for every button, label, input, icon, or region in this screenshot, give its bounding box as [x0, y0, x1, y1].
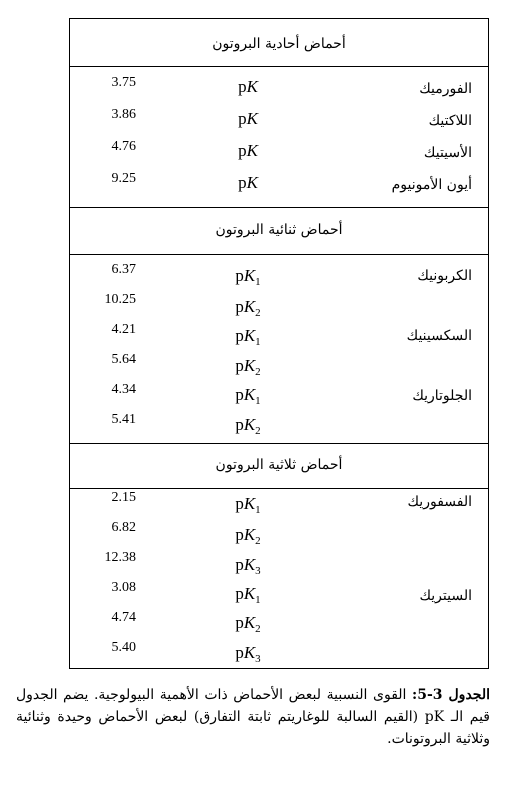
acid-name: أيون الأمونيوم	[391, 177, 472, 193]
pk-symbol: pK	[238, 77, 258, 96]
pk-symbol: pK	[238, 109, 258, 128]
pk-value: 5.40	[111, 640, 136, 655]
acid-name: الفسفوريك	[407, 494, 472, 510]
section-title-triprotic: أحماض ثلاثية البروتون	[215, 457, 343, 473]
pk-value: 2.15	[111, 490, 136, 505]
pk-value: 4.21	[111, 322, 136, 337]
divider	[70, 254, 488, 255]
section-title-diprotic: أحماض ثنائية البروتون	[215, 222, 343, 238]
table-caption	[16, 684, 490, 750]
pk-symbol: pK	[238, 141, 258, 160]
pk-value: 9.25	[111, 171, 136, 186]
acid-name: الأسيتيك	[423, 145, 472, 161]
pk-value: 4.74	[111, 610, 136, 625]
pk-symbol: $pK_1$	[235, 494, 261, 516]
pk-value: 12.38	[104, 550, 136, 565]
pk-symbol: $pK_3$	[235, 643, 261, 665]
acid-name: الفورميك	[419, 81, 472, 97]
acid-name: اللاكتيك	[428, 113, 472, 129]
pk-value: 10.25	[104, 292, 136, 307]
divider	[70, 66, 488, 67]
pk-symbol: $pK_1$	[235, 385, 261, 407]
pk-symbol: $pK_1$	[235, 266, 261, 288]
caption-text: القوى النسبية لبعض الأحماض ذات الأهمية البيولوجية. يضم الجدول قيم الـ pK (القيم السالبة للوغاريتم ثابتة التفارق) لبعض الأحماض وحيدة وثنائية وثلاثية البروتونات.	[16, 687, 490, 747]
pk-symbol: $pK_2$	[235, 297, 261, 319]
pk-symbol: $pK_2$	[235, 415, 261, 437]
divider	[70, 443, 488, 444]
caption-label: الجدول 3-5:	[412, 687, 490, 703]
pk-value: 5.64	[111, 352, 136, 367]
pk-value: 3.08	[111, 580, 136, 595]
section-title-monoprotic: أحماض أحادية البروتون	[212, 36, 346, 52]
pk-value: 6.82	[111, 520, 136, 535]
pk-value: 5.41	[111, 412, 136, 427]
pk-value: 6.37	[111, 262, 136, 277]
divider	[70, 207, 488, 208]
pk-symbol: $pK_1$	[235, 326, 261, 348]
divider	[70, 488, 488, 489]
pk-symbol: $pK_2$	[235, 356, 261, 378]
acid-name: الكربونيك	[417, 268, 472, 284]
pk-symbol: $pK_3$	[235, 555, 261, 577]
pk-value: 3.75	[111, 75, 136, 90]
pk-symbol: $pK_2$	[235, 525, 261, 547]
pk-value: 4.76	[111, 139, 136, 154]
pk-symbol: $pK_1$	[235, 584, 261, 606]
acid-name: الجلوتاريك	[412, 388, 472, 404]
pk-symbol: $pK_2$	[235, 613, 261, 635]
pk-symbol: pK	[238, 173, 258, 192]
pk-value: 3.86	[111, 107, 136, 122]
acid-name: السكسينيك	[406, 328, 472, 344]
acid-name: السيتريك	[419, 588, 472, 604]
pka-table	[69, 18, 489, 669]
pk-value: 4.34	[111, 382, 136, 397]
